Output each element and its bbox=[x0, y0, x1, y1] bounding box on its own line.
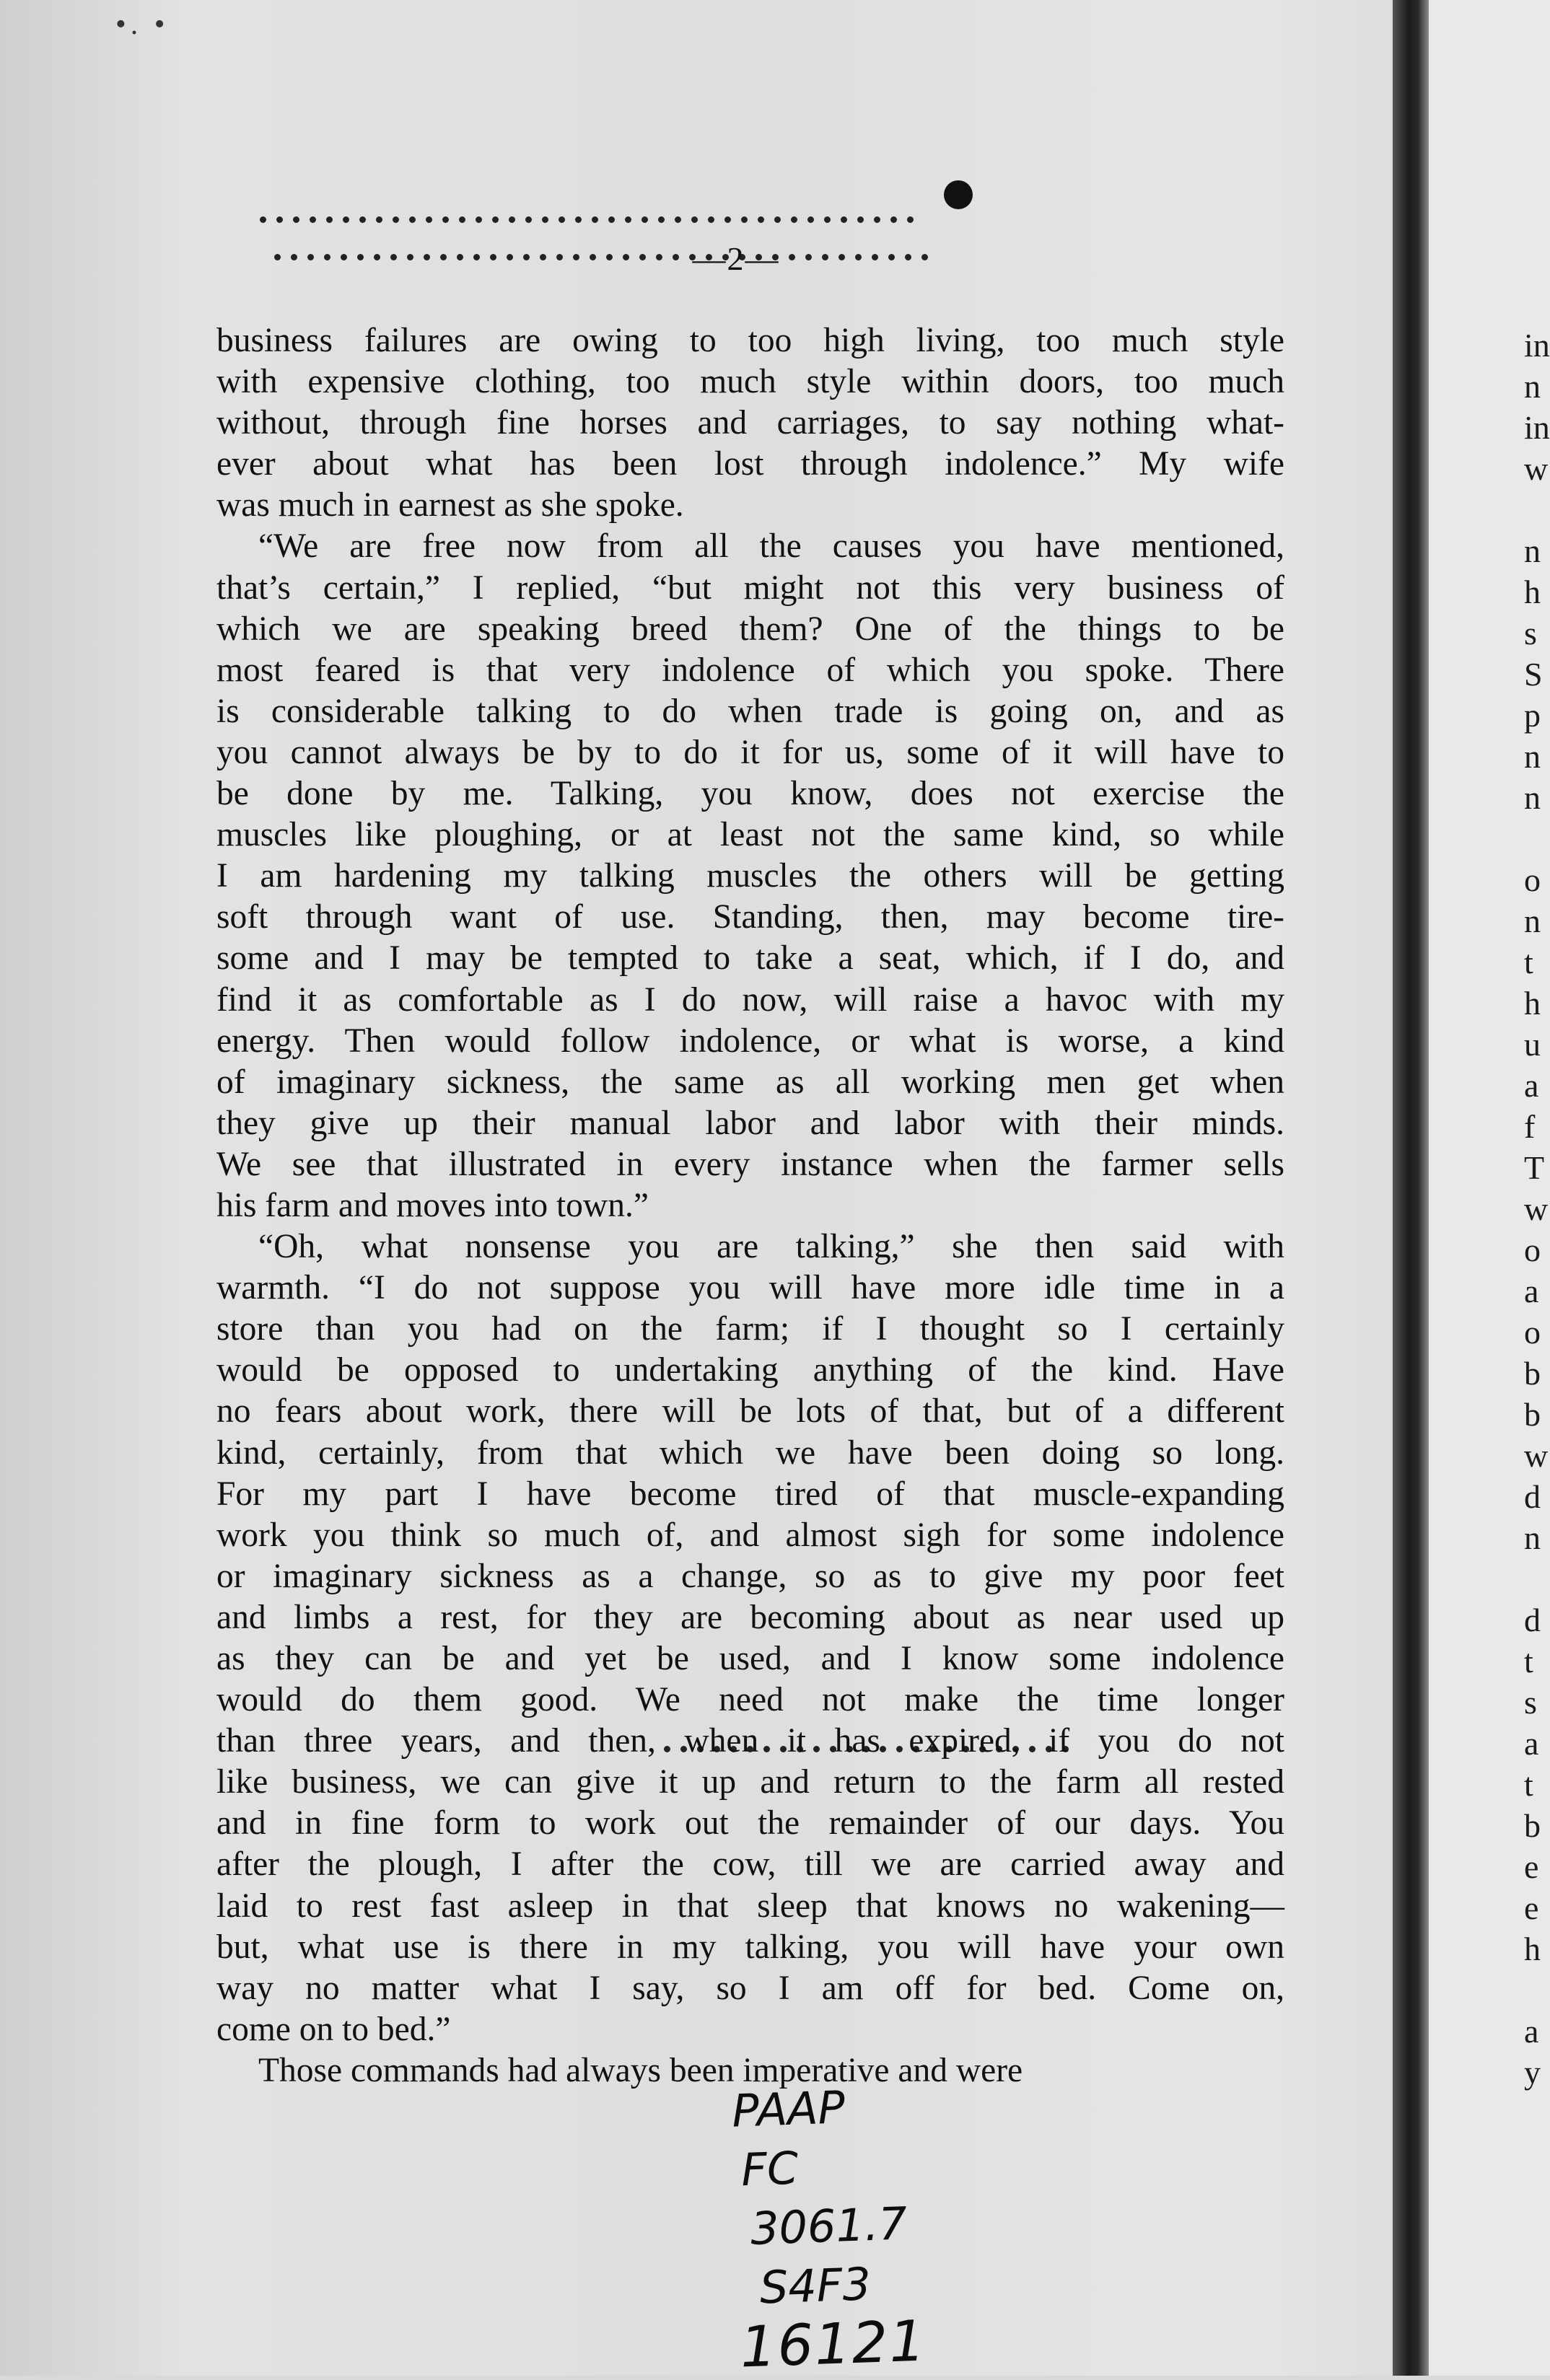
text-line: “We are free now from all the causes you have mentioned, bbox=[258, 527, 1284, 566]
text-line: laid to rest fast asleep in that sleep that knows no wakening— bbox=[216, 1887, 1284, 1925]
text-line: store than you had on the farm; if I thought so I certainly bbox=[216, 1310, 1284, 1348]
facing-page-fragment: o bbox=[1524, 1314, 1541, 1351]
facing-page-fragment: in bbox=[1524, 327, 1550, 364]
text-line: his farm and moves into town.” bbox=[216, 1186, 649, 1224]
text-line: Those commands had always been imperative and were bbox=[258, 2051, 1023, 2089]
facing-page-fragment: f bbox=[1524, 1108, 1536, 1145]
facing-page-fragment: t bbox=[1524, 1643, 1533, 1679]
facing-page-fragment: b bbox=[1524, 1396, 1541, 1433]
ink-blot bbox=[944, 180, 973, 209]
facing-page-fragment bbox=[1524, 1970, 1550, 2011]
facing-page-text-fragments bbox=[1524, 325, 1550, 2093]
text-line: kind, certainly, from that which we have been doing so long. bbox=[216, 1433, 1284, 1472]
facing-page-fragment: s bbox=[1524, 1684, 1537, 1721]
text-line: For my part I have become tired of that muscle-expanding bbox=[216, 1475, 1284, 1513]
text-line: “Oh, what nonsense you are talking,” she then said with bbox=[258, 1228, 1284, 1266]
text-line: and limbs a rest, for they are becoming about as near used up bbox=[216, 1598, 1284, 1636]
facing-page-fragment: a bbox=[1524, 1273, 1539, 1309]
text-line: you cannot always be by to do it for us, some of it will have to bbox=[216, 733, 1284, 771]
facing-page-fragment: p bbox=[1524, 697, 1541, 734]
facing-page-fragment: h bbox=[1524, 1931, 1541, 1967]
text-line: that’s certain,” I replied, “but might not this very business of bbox=[216, 568, 1284, 607]
text-line: muscles like ploughing, or at least not the same kind, so while bbox=[216, 816, 1284, 854]
text-line: as they can be and yet be used, and I know some indolence bbox=[216, 1640, 1284, 1677]
facing-page-fragment: d bbox=[1524, 1602, 1541, 1638]
text-line: energy. Then would follow indolence, or what is worse, a kind bbox=[216, 1022, 1284, 1060]
text-line: some and I may be tempted to take a seat, which, if I do, and bbox=[216, 939, 1284, 978]
facing-page-fragment: h bbox=[1524, 574, 1541, 610]
text-line: ever about what has been lost through indolence.” My wife bbox=[216, 445, 1284, 483]
text-line: business failures are owing to too high living, too much style bbox=[216, 322, 1284, 359]
facing-page-fragment bbox=[1524, 489, 1550, 530]
call-number-line: S4F3 bbox=[758, 2257, 872, 2314]
text-line: would do them good. We need not make the time longer bbox=[216, 1681, 1284, 1719]
facing-page-fragment: a bbox=[1524, 1067, 1539, 1104]
facing-page-fragment: w bbox=[1524, 1437, 1549, 1474]
facing-page-fragment bbox=[1524, 818, 1550, 859]
text-line: no fears about work, there will be lots of that, but of a different bbox=[216, 1392, 1284, 1431]
facing-page-fragment: o bbox=[1524, 861, 1541, 898]
call-number-line: 16121 bbox=[739, 2309, 928, 2380]
text-line: they give up their manual labor and labor with their minds. bbox=[216, 1104, 1284, 1142]
facing-page-fragment: n bbox=[1524, 738, 1541, 775]
facing-page-fragment: s bbox=[1524, 615, 1537, 651]
facing-page-fragment: in bbox=[1524, 409, 1550, 446]
call-number-line: FC bbox=[740, 2141, 800, 2197]
facing-page-fragment: n bbox=[1524, 1519, 1541, 1556]
text-line: would be opposed to undertaking anything of the kind. Have bbox=[216, 1351, 1284, 1389]
text-line: is considerable talking to do when trade is going on, and as bbox=[216, 692, 1284, 730]
text-line: was much in earnest as she spoke. bbox=[216, 486, 684, 524]
call-number-line: 3061.7 bbox=[749, 2197, 908, 2255]
facing-page-fragment: h bbox=[1524, 985, 1541, 1022]
facing-page-fragment: w bbox=[1524, 450, 1549, 487]
text-line: than three years, and then, when it has expired, if you do not bbox=[216, 1722, 1284, 1760]
text-line: of imaginary sickness, the same as all working men get when bbox=[216, 1063, 1284, 1101]
text-line: without, through fine horses and carriages, to say nothing what- bbox=[216, 404, 1284, 442]
facing-page-fragment: T bbox=[1524, 1149, 1545, 1186]
facing-page-fragment: n bbox=[1524, 532, 1541, 569]
text-line: after the plough, I after the cow, till we are carried away and bbox=[216, 1845, 1284, 1884]
facing-page-fragment: b bbox=[1524, 1807, 1541, 1844]
text-line: and in fine form to work out the remainder of our days. You bbox=[216, 1804, 1284, 1843]
text-line: We see that illustrated in every instance when the farmer sells bbox=[216, 1145, 1284, 1183]
book-gutter bbox=[1393, 0, 1429, 2376]
text-line: find it as comfortable as I do now, will raise a havoc with my bbox=[216, 980, 1284, 1019]
facing-page-fragment: d bbox=[1524, 1478, 1541, 1515]
facing-page-fragment: b bbox=[1524, 1355, 1541, 1392]
text-line: I am hardening my talking muscles the others will be getting bbox=[216, 857, 1284, 895]
perforation-dots-top bbox=[260, 216, 914, 223]
text-line: warmth. “I do not suppose you will have more idle time in a bbox=[216, 1269, 1284, 1307]
call-number-line: PAAP bbox=[731, 2081, 846, 2138]
facing-page-fragment: n bbox=[1524, 368, 1541, 405]
text-line: which we are speaking breed them? One of the things to be bbox=[216, 610, 1284, 648]
text-line: most feared is that very indolence of which you spoke. There bbox=[216, 651, 1284, 689]
text-line: soft through want of use. Standing, then, may become tire- bbox=[216, 898, 1284, 936]
facing-page-fragment: n bbox=[1524, 903, 1541, 939]
text-line: with expensive clothing, too much style within doors, too much bbox=[216, 363, 1284, 401]
facing-page-fragment: a bbox=[1524, 1725, 1539, 1762]
facing-page-fragment: y bbox=[1524, 2054, 1541, 2091]
facing-page-fragment: e bbox=[1524, 1848, 1539, 1885]
text-line: but, what use is there in my talking, you will have your own bbox=[216, 1928, 1284, 1966]
handwritten-call-number bbox=[731, 2074, 972, 2378]
facing-page-fragment: e bbox=[1524, 1889, 1539, 1926]
body-text bbox=[216, 320, 1284, 2091]
facing-page-fragment: t bbox=[1524, 1766, 1533, 1803]
facing-page-fragment bbox=[1524, 1558, 1550, 1599]
facing-page-fragment: a bbox=[1524, 2013, 1539, 2050]
text-line: work you think so much of, and almost sigh for some indolence bbox=[216, 1516, 1284, 1554]
text-line: be done by me. Talking, you know, does not exercise the bbox=[216, 775, 1284, 813]
text-line: or imaginary sickness as a change, so as to give my poor feet bbox=[216, 1557, 1284, 1595]
facing-page-fragment: t bbox=[1524, 944, 1533, 980]
facing-page-fragment: n bbox=[1524, 779, 1541, 816]
page-number: —2— bbox=[692, 240, 780, 277]
text-line: come on to bed.” bbox=[216, 2010, 451, 2048]
corner-ink-mark: •. • bbox=[115, 8, 170, 41]
text-line: like business, we can give it up and return to the farm all rested bbox=[216, 1763, 1284, 1801]
facing-page-fragment: S bbox=[1524, 656, 1543, 693]
text-line: way no matter what I say, so I am off for bed. Come on, bbox=[216, 1969, 1284, 2007]
facing-page-fragment: o bbox=[1524, 1231, 1541, 1268]
facing-page-fragment: w bbox=[1524, 1190, 1549, 1227]
facing-page-fragment: u bbox=[1524, 1026, 1541, 1063]
